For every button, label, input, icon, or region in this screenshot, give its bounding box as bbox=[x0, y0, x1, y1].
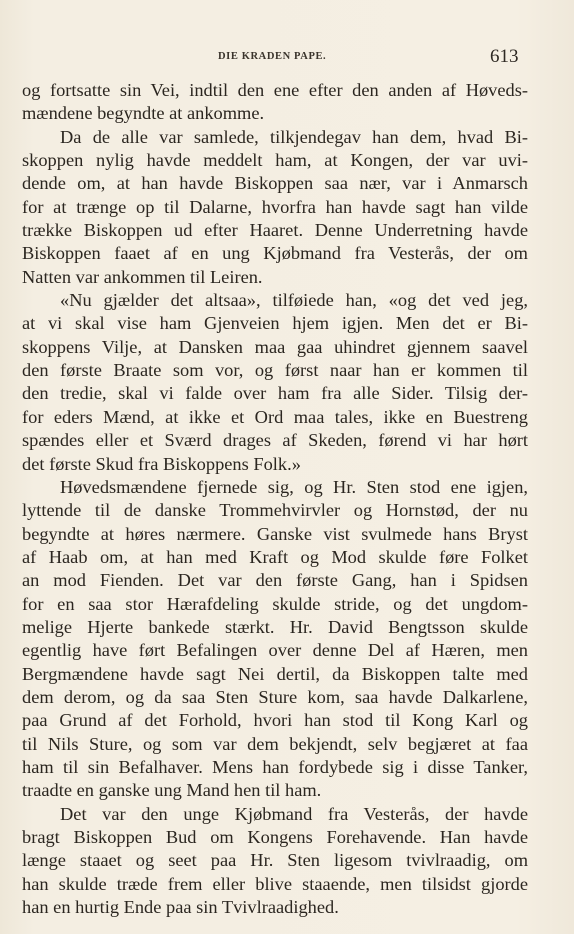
text-line: dem derom, og da saa Sten Sture kom, saa havde Dalkarlene, bbox=[22, 686, 528, 707]
text-line: og fortsatte sin Vei, indtil den ene efter den anden af Høveds- bbox=[22, 80, 528, 100]
text-line: skoppen nylig havde meddelt ham, at Kongen, der var uvi- bbox=[22, 150, 528, 171]
text-line: melige Hjerte bankede stærkt. Hr. David Bengtsson skulde bbox=[22, 616, 528, 637]
text-line: for eders Mænd, at ikke et Ord maa tales, ikke en Buestreng bbox=[22, 406, 528, 427]
text-line: skoppens Vilje, at Dansken maa gaa uhindret gjennem saavel bbox=[22, 336, 528, 357]
text-line: lyttende til de danske Trommehvirvler og Hornstød, der nu bbox=[22, 500, 528, 521]
running-title: DIE KRADEN PAPE. bbox=[218, 51, 327, 62]
running-header bbox=[0, 46, 574, 70]
text-line: «Nu gjælder det altsaa», tilføiede han, «og det ved jeg, bbox=[60, 290, 528, 311]
text-line: længe staaet og seet paa Hr. Sten ligesom tvivlraadig, om bbox=[22, 850, 528, 871]
text-line: ham til sin Befalhaver. Mens han fordybede sig i disse Tanker, bbox=[22, 756, 528, 777]
text-line: traadte en ganske ung Mand hen til ham. bbox=[22, 780, 322, 801]
text-line: af Haab om, at han med Kraft og Mod skulde føre Folket bbox=[22, 546, 528, 567]
text-line: paa Grund af det Forhold, hvori han stod til Kong Karl og bbox=[22, 710, 528, 731]
text-line: den første Braate som vor, og først naar han er kommen til bbox=[22, 360, 528, 381]
text-line: Det var den unge Kjøbmand fra Vesterås, der havde bbox=[60, 803, 528, 824]
text-line: til Nils Sture, og som var dem bekjendt, selv begjæret at faa bbox=[22, 733, 528, 754]
text-line: an mod Fienden. Det var den første Gang, han i Spidsen bbox=[22, 570, 528, 591]
page-number: 613 bbox=[490, 46, 519, 67]
text-line: det første Skud fra Biskoppens Folk.» bbox=[22, 453, 301, 474]
text-line: for en saa stor Hærafdeling skulde stride, og det ungdom- bbox=[22, 593, 528, 614]
text-line: han en hurtig Ende paa sin Tvivlraadighed. bbox=[22, 897, 339, 918]
text-line: dende om, at han havde Biskoppen saa nær, var i Anmarsch bbox=[22, 173, 528, 194]
text-line: den tredie, skal vi falde over ham fra alle Sider. Tilsig der- bbox=[22, 383, 528, 404]
text-line: Biskoppen faaet af en ung Kjøbmand fra Vesterås, der om bbox=[22, 243, 528, 264]
text-line: egentlig have ført Befalingen over denne Del af Hæren, men bbox=[22, 640, 528, 661]
text-line: Da de alle var samlede, tilkjendegav han dem, hvad Bi- bbox=[60, 126, 528, 147]
text-line: Bergmændene havde sagt Nei dertil, da Biskoppen talte med bbox=[22, 663, 528, 684]
text-line: Høvedsmændene fjernede sig, og Hr. Sten stod ene igjen, bbox=[60, 476, 528, 497]
text-line: mændene begyndte at ankomme. bbox=[22, 103, 265, 124]
body-text bbox=[22, 79, 528, 919]
text-line: Natten var ankommen til Leiren. bbox=[22, 266, 263, 287]
text-line: spændes eller et Sværd drages af Skeden, førend vi har hørt bbox=[22, 430, 528, 451]
text-line: for at trænge op til Dalarne, hvorfra han havde sagt han vilde bbox=[22, 196, 528, 217]
text-line: at vi skal vise ham Gjenveien hjem igjen. Men det er Bi- bbox=[22, 313, 528, 334]
text-line: trække Biskoppen ud efter Haaret. Denne Underretning havde bbox=[22, 220, 528, 241]
text-line: bragt Biskoppen Bud om Kongens Forehavende. Han havde bbox=[22, 827, 528, 847]
text-line: begyndte at høres nærmere. Ganske vist svulmede hans Bryst bbox=[22, 523, 528, 544]
text-line: han skulde træde frem eller blive staaende, men tilsidst gjorde bbox=[22, 873, 528, 894]
